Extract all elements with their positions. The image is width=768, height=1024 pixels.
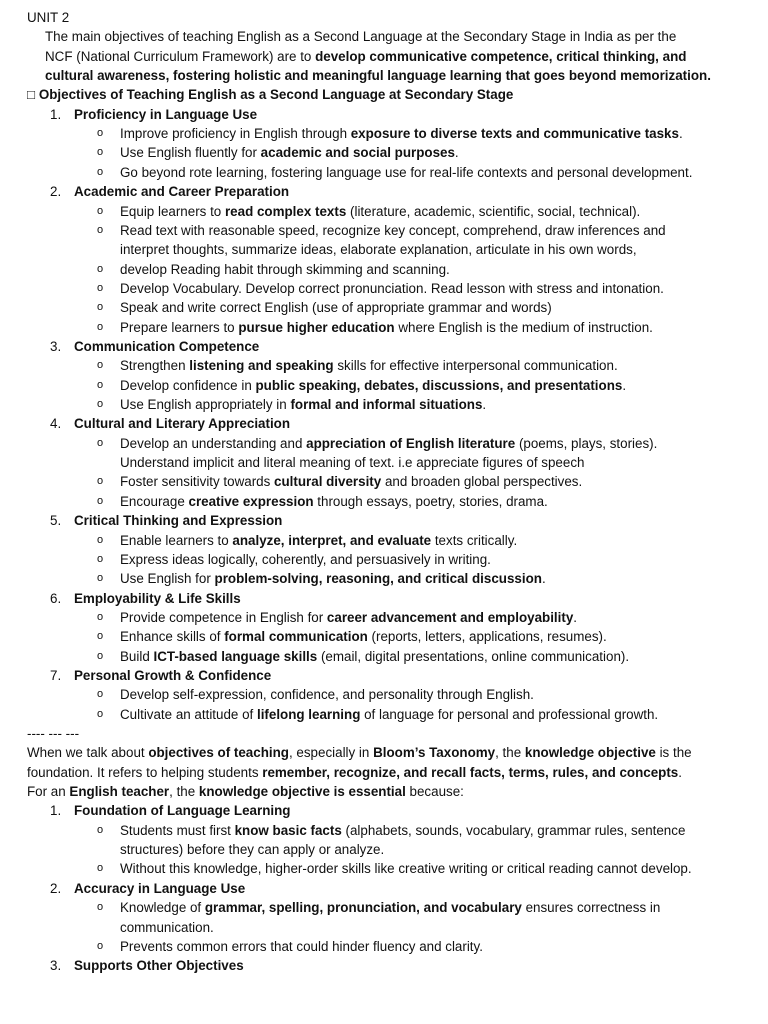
text-run: Develop self-expression, confidence, and personality through English. xyxy=(120,687,534,703)
bullet-icon: o xyxy=(97,823,104,836)
text-run: . xyxy=(573,609,577,625)
list-number: 1. xyxy=(50,803,62,819)
list-number: 6. xyxy=(50,590,62,606)
bold-run: pursue higher education xyxy=(238,319,395,335)
list-item-title xyxy=(74,182,289,201)
bold-run: appreciation of English literature xyxy=(306,435,516,451)
knowledge-intro-line xyxy=(27,782,464,801)
text-run: For an xyxy=(27,784,70,799)
text-run: Without this knowledge, higher-order skills like creative writing or critical reading cannot develop. xyxy=(120,861,692,877)
sub-list-item xyxy=(120,356,618,375)
text-run: Go beyond rote learning, fostering language use for real-life contexts and personal development. xyxy=(120,164,693,180)
bold-run: listening and speaking xyxy=(189,358,334,374)
text-run: Improve proficiency in English through xyxy=(120,126,351,142)
intro-line xyxy=(45,27,676,46)
text-run: . xyxy=(541,571,546,587)
bullet-icon: o xyxy=(97,707,104,720)
knowledge-intro-line xyxy=(27,743,692,762)
list-item-title-text: Cultural and Literary Appreciation xyxy=(74,416,291,432)
bullet-icon: o xyxy=(97,533,104,546)
list-number: 5. xyxy=(50,513,62,529)
unit-heading: UNIT 2 xyxy=(27,10,70,25)
text-run: Equip learners to xyxy=(120,203,225,219)
text-run: (alphabets, sounds, vocabulary, grammar rules, sentence xyxy=(341,822,686,838)
text-run: skills for effective interpersonal communication. xyxy=(333,358,618,374)
sub-list-item xyxy=(120,531,517,550)
list-number: 2. xyxy=(50,184,62,200)
text-run: Develop confidence in xyxy=(120,377,256,393)
bold-run: ICT-based language skills xyxy=(153,648,318,664)
bold-run: problem-solving, reasoning, and critical discussion xyxy=(214,571,542,587)
text-run: where English is the medium of instruction. xyxy=(394,319,653,335)
text-run: Develop Vocabulary. Develop correct pronunciation. Read lesson with stress and intonation. xyxy=(120,280,664,296)
bold-run: lifelong learning xyxy=(256,706,361,722)
sub-list-item xyxy=(120,260,450,279)
text-run: , the xyxy=(495,745,525,761)
text-run: because: xyxy=(405,784,464,799)
list-number: 2. xyxy=(50,880,62,896)
bullet-icon: o xyxy=(97,165,104,178)
bullet-icon: o xyxy=(97,494,104,507)
text-run: interpret thoughts, summarize ideas, elaborate explanation, articulate in his own words, xyxy=(120,242,637,258)
list-item-title-text: Supports Other Objectives xyxy=(74,958,244,974)
list-number: 3. xyxy=(50,339,62,354)
bold-run: cultural diversity xyxy=(274,474,382,490)
sub-list-item xyxy=(120,163,692,182)
sub-list-item xyxy=(120,685,534,704)
sub-list-item xyxy=(120,859,692,878)
sub-list-item xyxy=(120,569,546,588)
list-item-title xyxy=(74,589,241,608)
text-run: is the xyxy=(655,745,692,761)
sub-list-item xyxy=(120,298,552,317)
knowledge-intro-line xyxy=(27,763,682,782)
bullet-icon: o xyxy=(97,146,104,159)
bullet-icon: o xyxy=(97,204,104,217)
list-item-title-text: Academic and Career Preparation xyxy=(74,184,290,200)
text-run: Cultivate an attitude of xyxy=(120,706,257,722)
list-item-title xyxy=(74,801,290,820)
bold-run: cultural awareness, fostering holistic and meaningful language learning that goes beyond memorization. xyxy=(45,68,711,84)
text-run: communication. xyxy=(120,919,214,935)
sub-list-item xyxy=(120,937,483,956)
sub-list-item xyxy=(120,124,683,143)
sub-list-item xyxy=(120,240,637,259)
list-item-title-text: Employability & Life Skills xyxy=(74,590,241,606)
list-item-title-text: Accuracy in Language Use xyxy=(74,880,246,896)
text-run: The main objectives of teaching English as a Second Language at the Secondary Stage in India as per the xyxy=(45,29,677,45)
bold-run: knowledge objective xyxy=(524,745,656,761)
text-run: Prepare learners to xyxy=(120,319,239,335)
bullet-icon: o xyxy=(97,398,104,410)
sub-list-item xyxy=(120,550,491,569)
sub-list-item xyxy=(120,434,657,453)
text-run: and broaden global perspectives. xyxy=(381,474,583,490)
text-run: through essays, poetry, stories, drama. xyxy=(313,493,548,509)
list-item-title-text: Critical Thinking and Expression xyxy=(74,513,283,529)
text-run: . xyxy=(678,764,682,780)
list-item-title xyxy=(74,414,290,433)
text-run: Use English fluently for xyxy=(120,145,261,161)
bold-run: grammar, spelling, pronunciation, and vocabulary xyxy=(204,900,522,916)
list-item-title-text: Communication Competence xyxy=(74,339,260,354)
bullet-icon: o xyxy=(97,939,104,952)
text-run: Build xyxy=(120,648,154,664)
text-run: Speak and write correct English (use of appropriate grammar and words) xyxy=(120,300,552,316)
text-run: When we talk about xyxy=(27,745,149,761)
list-number: 7. xyxy=(50,667,62,683)
text-run: Students must first xyxy=(120,822,235,838)
text-run: . xyxy=(678,126,683,142)
bullet-icon: o xyxy=(97,552,104,565)
bold-run: exposure to diverse texts and communicative tasks xyxy=(350,126,679,142)
text-run: Read text with reasonable speed, recognize key concept, comprehend, draw inferences and xyxy=(120,222,666,238)
text-run: Understand implicit and literal meaning of text. i.e appreciate figures of speech xyxy=(120,455,585,471)
bullet-icon: o xyxy=(97,572,104,585)
sub-list-item xyxy=(120,840,384,859)
text-run: Prevents common errors that could hinder fluency and clarity. xyxy=(120,938,483,954)
bullet-icon: o xyxy=(97,688,104,701)
sub-list-item xyxy=(120,279,664,298)
sub-list-item xyxy=(120,453,584,472)
bullet-icon: o xyxy=(97,262,104,275)
text-run: , especially in xyxy=(288,745,374,761)
text-run: Strengthen xyxy=(120,358,190,374)
bullet-icon: o xyxy=(97,630,104,643)
text-run: Express ideas logically, coherently, and persuasively in writing. xyxy=(120,551,491,567)
text-run: structures) before they can apply or analyze. xyxy=(120,842,385,858)
text-run: Provide competence in English for xyxy=(120,609,327,625)
bold-run: analyze, interpret, and evaluate xyxy=(232,532,432,548)
text-run: Foster sensitivity towards xyxy=(120,474,275,490)
bold-run: academic and social purposes xyxy=(260,145,455,161)
text-run: Use English appropriately in xyxy=(120,397,291,412)
text-run: . xyxy=(622,377,627,393)
text-run: NCF (National Curriculum Framework) are to xyxy=(45,48,316,64)
bullet-icon: o xyxy=(97,359,104,372)
text-run: . xyxy=(482,397,487,412)
bullet-icon: o xyxy=(97,610,104,623)
sub-list-item xyxy=(120,821,685,840)
bullet-icon: o xyxy=(97,127,104,140)
bullet-icon: o xyxy=(97,475,104,488)
text-run: , the xyxy=(169,784,199,799)
box-icon: □ xyxy=(27,87,36,103)
list-number: 3. xyxy=(50,958,62,974)
sub-list-item xyxy=(120,318,653,337)
bullet-icon: o xyxy=(97,862,104,875)
sub-list-item xyxy=(120,627,607,646)
bullet-icon: o xyxy=(97,649,104,662)
list-item-title xyxy=(74,337,259,356)
bullet-icon: o xyxy=(97,901,104,914)
bold-run: formal communication xyxy=(224,629,368,645)
sub-list-item xyxy=(120,705,658,724)
list-item-title xyxy=(74,666,271,685)
sub-list-item xyxy=(120,202,640,221)
bold-run: career advancement and employability xyxy=(326,609,574,625)
text-run: foundation. It refers to helping students xyxy=(27,764,263,780)
bullet-icon: o xyxy=(97,436,104,449)
intro-line xyxy=(45,66,711,85)
section-heading-text: Objectives of Teaching English as a Second Language at Secondary Stage xyxy=(38,87,514,103)
bold-run: creative expression xyxy=(188,493,314,509)
list-item-title xyxy=(74,105,257,124)
sub-list-item xyxy=(120,492,548,511)
text-run: (reports, letters, applications, resumes). xyxy=(367,629,607,645)
text-run: ensures correctness in xyxy=(521,900,661,916)
list-item-title-text: Proficiency in Language Use xyxy=(74,106,258,122)
text-run: Knowledge of xyxy=(120,900,205,916)
bullet-icon: o xyxy=(97,301,104,314)
text-run: develop Reading habit through skimming and scanning. xyxy=(120,261,450,277)
section-heading xyxy=(27,85,513,104)
list-item-title-text: Personal Growth & Confidence xyxy=(74,667,272,683)
bold-run: Bloom’s Taxonomy xyxy=(373,745,496,761)
bullet-icon: o xyxy=(97,320,104,333)
separator: ---- --- --- xyxy=(27,726,80,741)
text-run: Enhance skills of xyxy=(120,629,225,645)
sub-list-item xyxy=(120,647,629,666)
sub-list-item xyxy=(120,898,660,917)
sub-list-item xyxy=(120,143,459,162)
intro-line xyxy=(45,47,686,66)
list-item-title-text: Foundation of Language Learning xyxy=(74,803,291,819)
list-number: 4. xyxy=(50,416,62,432)
text-run: . xyxy=(454,145,459,161)
bold-run: remember, recognize, and recall facts, terms, rules, and concepts xyxy=(262,764,679,780)
text-run: (poems, plays, stories). xyxy=(515,435,658,451)
bold-run: read complex texts xyxy=(224,203,347,219)
bullet-icon: o xyxy=(97,378,104,391)
text-run: (literature, academic, scientific, social, technical). xyxy=(346,203,641,219)
text-run: Enable learners to xyxy=(120,532,233,548)
list-item-title xyxy=(74,879,245,898)
list-item-title xyxy=(74,511,282,530)
text-run: Use English for xyxy=(120,571,215,587)
bold-run: objectives of teaching xyxy=(148,745,289,761)
text-run: Encourage xyxy=(120,493,189,509)
text-run: (email, digital presentations, online communication). xyxy=(317,648,630,664)
bold-run: public speaking, debates, discussions, and presentations xyxy=(255,377,623,393)
bold-run: develop communicative competence, critical thinking, and xyxy=(315,48,687,64)
text-run: texts critically. xyxy=(431,532,518,548)
sub-list-item xyxy=(120,472,582,491)
sub-list-item xyxy=(120,608,577,627)
text-run: of language for personal and professional growth. xyxy=(360,706,659,722)
bold-run: English teacher xyxy=(69,784,170,799)
bold-run: know basic facts xyxy=(234,822,342,838)
list-number: 1. xyxy=(50,106,62,122)
list-item-title xyxy=(74,956,244,975)
bold-run: formal and informal situations xyxy=(290,397,483,412)
sub-list-item xyxy=(120,395,486,414)
text-run: Develop an understanding and xyxy=(120,435,307,451)
bold-run: knowledge objective is essential xyxy=(198,784,406,799)
bullet-icon: o xyxy=(97,281,104,294)
sub-list-item xyxy=(120,376,626,395)
sub-list-item xyxy=(120,221,666,240)
sub-list-item xyxy=(120,918,214,937)
bullet-icon: o xyxy=(97,223,104,236)
